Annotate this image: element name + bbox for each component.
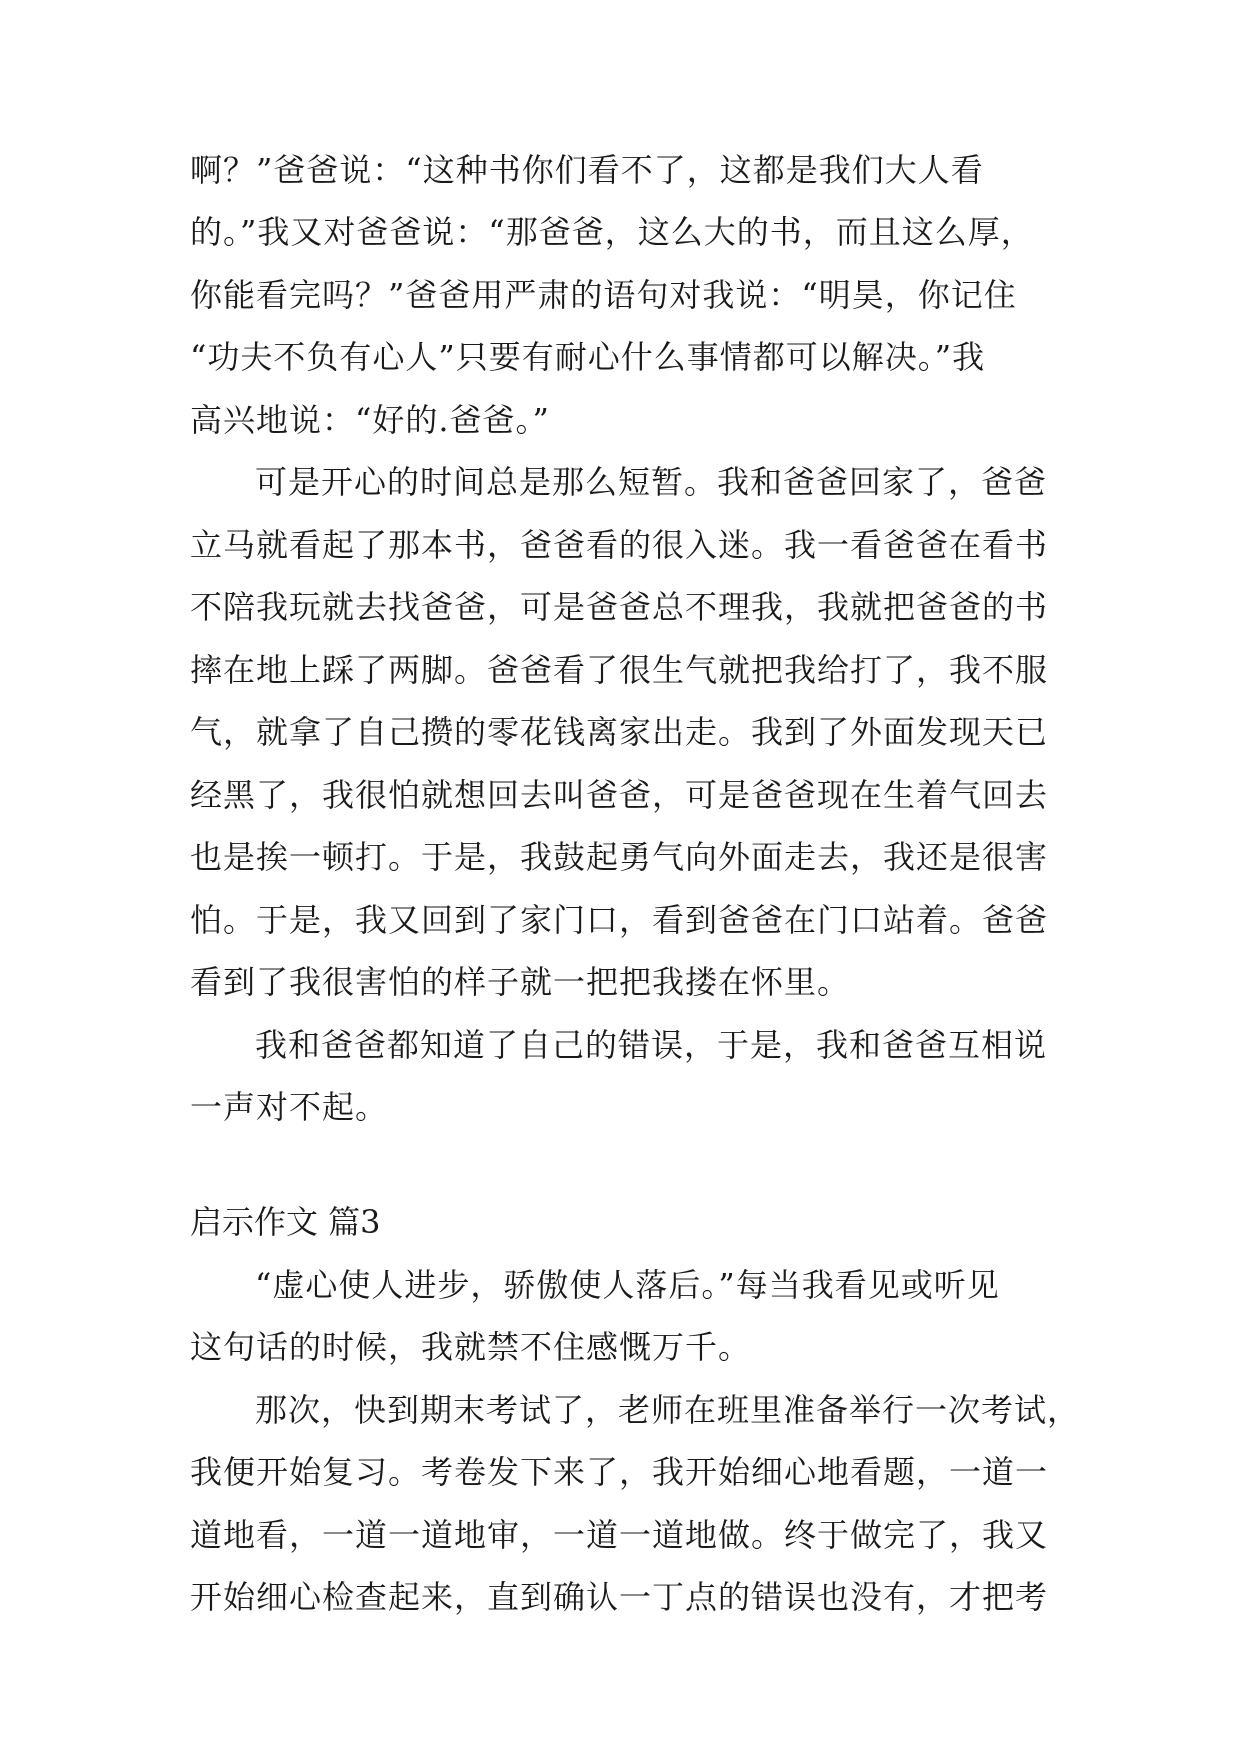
text-line: 道地看，一道一道地审，一道一道地做。终于做完了，我又 [190,1516,1049,1554]
text-line: 啊？”爸爸说：“这种书你们看不了，这都是我们大人看 [190,151,984,189]
text-line: 高兴地说：“好的.爸爸。” [190,401,550,439]
text-line: 怕。于是，我又回到了家门口，看到爸爸在门口站着。爸爸 [190,901,1049,939]
text-line: 那次，快到期末考试了，老师在班里准备举行一次考试， [255,1391,1081,1429]
text-line: 这句话的时候，我就禁不住感慨万千。 [190,1328,752,1366]
text-line: 摔在地上踩了两脚。爸爸看了很生气就把我给打了，我不服 [190,651,1049,689]
text-line: 也是挨一顿打。于是，我鼓起勇气向外面走去，我还是很害 [190,838,1049,876]
text-line: 你能看完吗？”爸爸用严肃的语句对我说：“明昊，你记住 [190,276,1017,314]
text-line: 我便开始复习。考卷发下来了，我开始细心地看题，一道一 [190,1453,1049,1491]
text-line: 一声对不起。 [190,1088,389,1126]
text-line: 开始细心检查起来，直到确认一丁点的错误也没有，才把考 [190,1578,1049,1616]
text-line: 立马就看起了那本书，爸爸看的很入迷。我一看爸爸在看书 [190,526,1049,564]
text-line: 不陪我玩就去找爸爸，可是爸爸总不理我，我就把爸爸的书 [190,588,1049,626]
text-line: 经黑了，我很怕就想回去叫爸爸，可是爸爸现在生着气回去 [190,776,1049,814]
text-line: 我和爸爸都知道了自己的错误，于是，我和爸爸互相说 [255,1026,1048,1064]
text-line: 可是开心的时间总是那么短暂。我和爸爸回家了，爸爸 [255,463,1048,501]
text-line: “虚心使人进步，骄傲使人落后。”每当我看见或听见 [255,1266,1000,1304]
text-line: “功夫不负有心人”只要有耐心什么事情都可以解决。”我 [190,338,986,376]
text-line: 气，就拿了自己攒的零花钱离家出走。我到了外面发现天已 [190,713,1049,751]
text-line: 的。”我又对爸爸说：“那爸爸，这么大的书，而且这么厚， [190,213,1034,251]
text-line: 看到了我很害怕的样子就一把把我搂在怀里。 [190,963,851,1001]
section-title: 启示作文 篇3 [190,1203,381,1241]
